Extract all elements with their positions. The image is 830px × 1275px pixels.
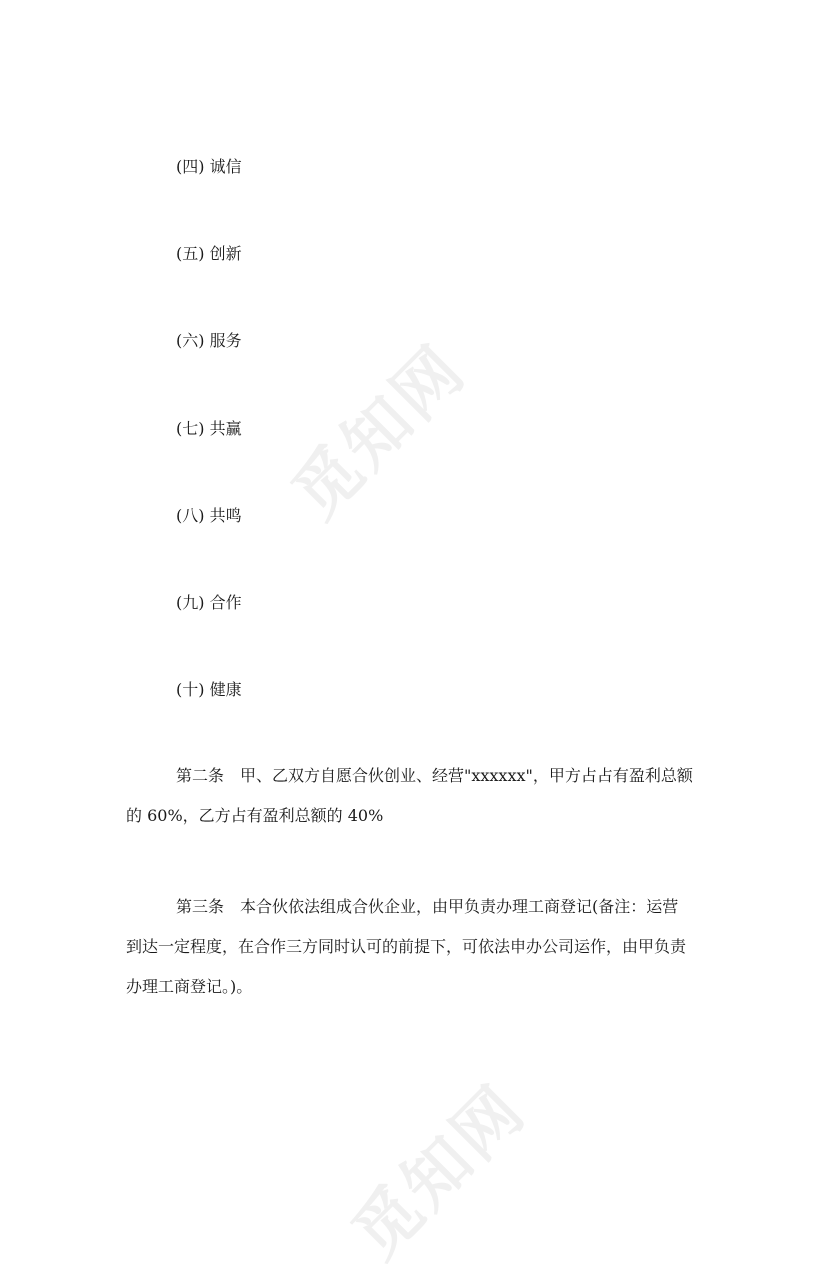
list-item: (十) 健康 [176,680,242,699]
paragraph-line: 第二条 甲、乙双方自愿合伙创业、经营"xxxxxx"，甲方占占有盈利总额 [176,766,693,785]
list-item: (六) 服务 [176,331,242,350]
list-item: (七) 共赢 [176,419,242,438]
list-item: (九) 合作 [176,593,242,612]
watermark: 觅知网 [337,1070,541,1274]
article-2-paragraph [126,766,716,826]
paragraph-line: 第三条 本合伙依法组成合伙企业，由甲负责办理工商登记(备注：运营 [176,897,679,916]
watermark: 觅知网 [277,330,481,534]
list-item: (八) 共鸣 [176,506,242,525]
list-item: (五) 创新 [176,244,242,263]
article-3-paragraph [126,897,716,997]
list-item: (四) 诚信 [176,157,242,176]
paragraph-line: 到达一定程度，在合作三方同时认可的前提下，可依法申办公司运作，由甲负责 [126,937,687,956]
paragraph-line: 办理工商登记。)。 [126,977,253,996]
paragraph-line: 的 60%，乙方占有盈利总额的 40% [126,806,384,825]
